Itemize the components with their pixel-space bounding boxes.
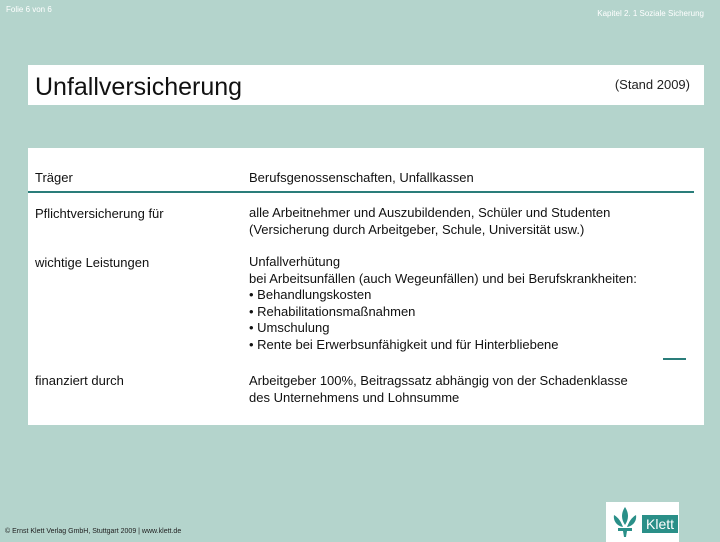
row-label: Pflichtversicherung für	[35, 206, 164, 221]
value-line: (Versicherung durch Arbeitgeber, Schule, Universität usw.)	[249, 221, 585, 237]
row-divider	[663, 358, 686, 360]
title-box	[28, 65, 704, 105]
value-line: bei Arbeitsunfällen (auch Wegeunfällen) und bei Berufskrankheiten:	[249, 270, 637, 286]
slide-title: Unfallversicherung	[35, 73, 243, 101]
copyright-footer: © Ernst Klett Verlag GmbH, Stuttgart 2009 | www.klett.de	[5, 528, 182, 535]
value-line: • Rehabilitationsmaßnahmen	[249, 303, 416, 319]
info-table	[28, 148, 704, 425]
value-line: des Unternehmens und Lohnsumme	[249, 389, 460, 405]
row-divider	[28, 191, 694, 193]
row-label: finanziert durch	[35, 373, 124, 388]
chapter-label: Kapitel 2. 1 Soziale Sicherung	[597, 9, 704, 18]
value-line: • Behandlungskosten	[249, 287, 372, 302]
value-line: Berufsgenossenschaften, Unfallkassen	[249, 170, 474, 185]
value-line: alle Arbeitnehmer und Auszubildenden, Schüler und Studenten	[249, 205, 611, 220]
row-label: wichtige Leistungen	[35, 255, 150, 270]
logo-text: Klett	[642, 515, 678, 533]
row-label: Träger	[35, 170, 73, 185]
row-value	[249, 254, 694, 353]
row-value	[249, 373, 694, 406]
slide-counter: Folie 6 von 6	[6, 5, 52, 14]
value-line: Arbeitgeber 100%, Beitragssatz abhängig von der Schadenklasse	[249, 373, 628, 388]
value-line: Unfallverhütung	[249, 254, 341, 269]
klett-logo	[606, 502, 679, 542]
row-value	[249, 205, 694, 238]
row-value	[249, 170, 694, 187]
fleur-de-lis-icon	[610, 505, 640, 539]
value-line: • Umschulung	[249, 320, 330, 335]
value-line: • Rente bei Erwerbsunfähigkeit und für Hinterbliebene	[249, 336, 559, 352]
stand-note: (Stand 2009)	[614, 77, 690, 92]
